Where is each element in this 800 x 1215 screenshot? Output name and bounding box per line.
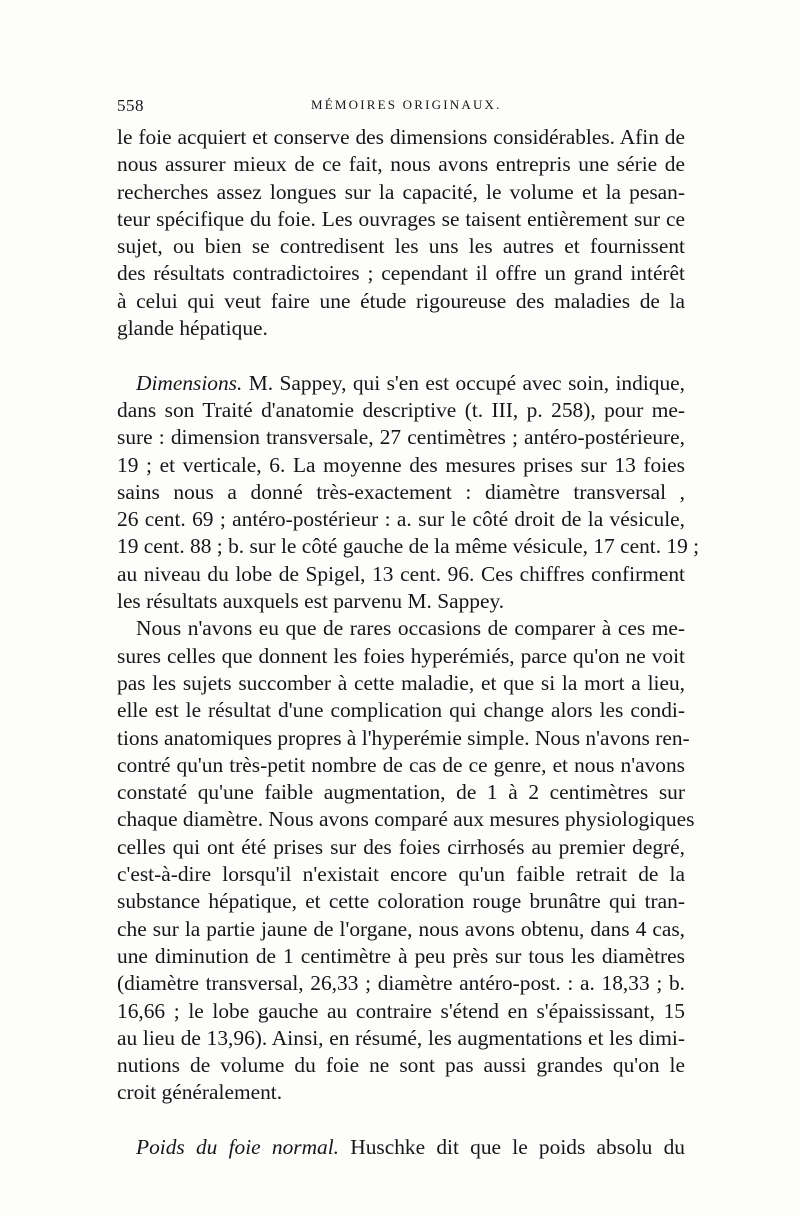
text-line: dans son Traité d'anatomie descriptive (t. III, p. 258), pour me- [117, 397, 685, 422]
text-line: c'est-à-dire lorsqu'il n'existait encore qu'un faible retrait de la [117, 862, 685, 887]
text-line: au niveau du lobe de Spigel, 13 cent. 96. Ces chiffres confirment [117, 561, 685, 586]
text-line: une diminution de 1 centimètre à peu près sur tous les diamètres [117, 943, 685, 968]
paragraph-liver-weight [117, 1134, 685, 1161]
body-text [117, 124, 700, 1161]
text-line: pas les sujets succomber à cette maladie, et que si la mort a lieu, [117, 670, 685, 695]
paragraph-hyperemia [117, 615, 695, 1106]
text-line-rest: Huschke dit que le poids absolu du [339, 1134, 685, 1159]
text-line: 19 ; et verticale, 6. La moyenne des mesures prises sur 13 foies [117, 452, 685, 477]
text-line: des résultats contradictoires ; cependant il offre un grand intérêt [117, 261, 685, 286]
text-line [117, 1134, 685, 1161]
text-line: elle est le résultat d'une complication qui change alors les condi- [117, 698, 685, 723]
text-line: les résultats auxquels est parvenu M. Sappey. [117, 589, 505, 614]
text-line: sures celles que donnent les foies hyperémiés, parce qu'on ne voit [117, 643, 685, 668]
text-line: recherches assez longues sur la capacité, le volume et la pesan- [117, 179, 685, 204]
paragraph-gap [117, 1107, 685, 1134]
text-line-rest: M. Sappey, qui s'en est occupé avec soin, indique, [242, 370, 685, 395]
text-line: croit généralement. [117, 1080, 283, 1105]
paragraph-dimensions [117, 370, 700, 616]
text-line: nutions de volume du foie ne sont pas aussi grandes qu'on le [117, 1053, 685, 1078]
text-line: 19 cent. 88 ; b. sur le côté gauche de la même vésicule, 17 cent. 19 ; [117, 534, 700, 559]
text-line [117, 370, 685, 397]
paragraph-gap [117, 342, 685, 369]
text-line: che sur la partie jaune de l'organe, nous avons obtenu, dans 4 cas, [117, 916, 685, 941]
text-line: Nous n'avons eu que de rares occasions de comparer à ces me- [136, 616, 685, 641]
text-line: sains nous a donné très-exactement : diamètre transversal , [117, 479, 685, 504]
paragraph-intro [117, 124, 685, 342]
text-line: 16,66 ; le lobe gauche au contraire s'étend en s'épaississant, 15 [117, 998, 685, 1023]
text-line: sure : dimension transversale, 27 centimètres ; antéro-postérieure, [117, 425, 685, 450]
text-line: constaté qu'une faible augmentation, de 1 à 2 centimètres sur [117, 780, 685, 805]
text-line: glande hépatique. [117, 316, 268, 341]
section-heading-liver-weight: Poids du foie normal. [136, 1134, 340, 1159]
text-line: au lieu de 13,96). Ainsi, en résumé, les augmentations et les dimi- [117, 1025, 685, 1050]
text-line: substance hépatique, et cette coloration rouge brunâtre qui tran- [117, 889, 685, 914]
text-line: le foie acquiert et conserve des dimensions considérables. Afin de [117, 125, 685, 149]
text-line: tions anatomiques propres à l'hyperémie simple. Nous n'avons ren- [117, 725, 690, 750]
text-line: nous assurer mieux de ce fait, nous avons entrepris une série de [117, 152, 685, 177]
text-line: à celui qui veut faire une étude rigoureuse des maladies de la [117, 288, 685, 313]
text-line: contré qu'un très-petit nombre de cas de ce genre, et nous n'avons [117, 752, 685, 777]
text-line: chaque diamètre. Nous avons comparé aux mesures physiologiques [117, 807, 695, 832]
text-line: celles qui ont été prises sur des foies cirrhosés au premier degré, [117, 834, 685, 859]
running-title: MÉMOIRES ORIGINAUX. [311, 97, 502, 112]
section-heading-dimensions: Dimensions. [136, 370, 243, 395]
page-number: 558 [117, 96, 144, 115]
text-line: (diamètre transversal, 26,33 ; diamètre antéro-post. : a. 18,33 ; b. [117, 971, 685, 996]
page-header [117, 96, 687, 120]
text-line: 26 cent. 69 ; antéro-postérieur : a. sur le côté droit de la vésicule, [117, 507, 685, 532]
text-line: teur spécifique du foie. Les ouvrages se taisent entièrement sur ce [117, 206, 685, 231]
text-line: sujet, ou bien se contredisent les uns les autres et fournissent [117, 234, 685, 259]
